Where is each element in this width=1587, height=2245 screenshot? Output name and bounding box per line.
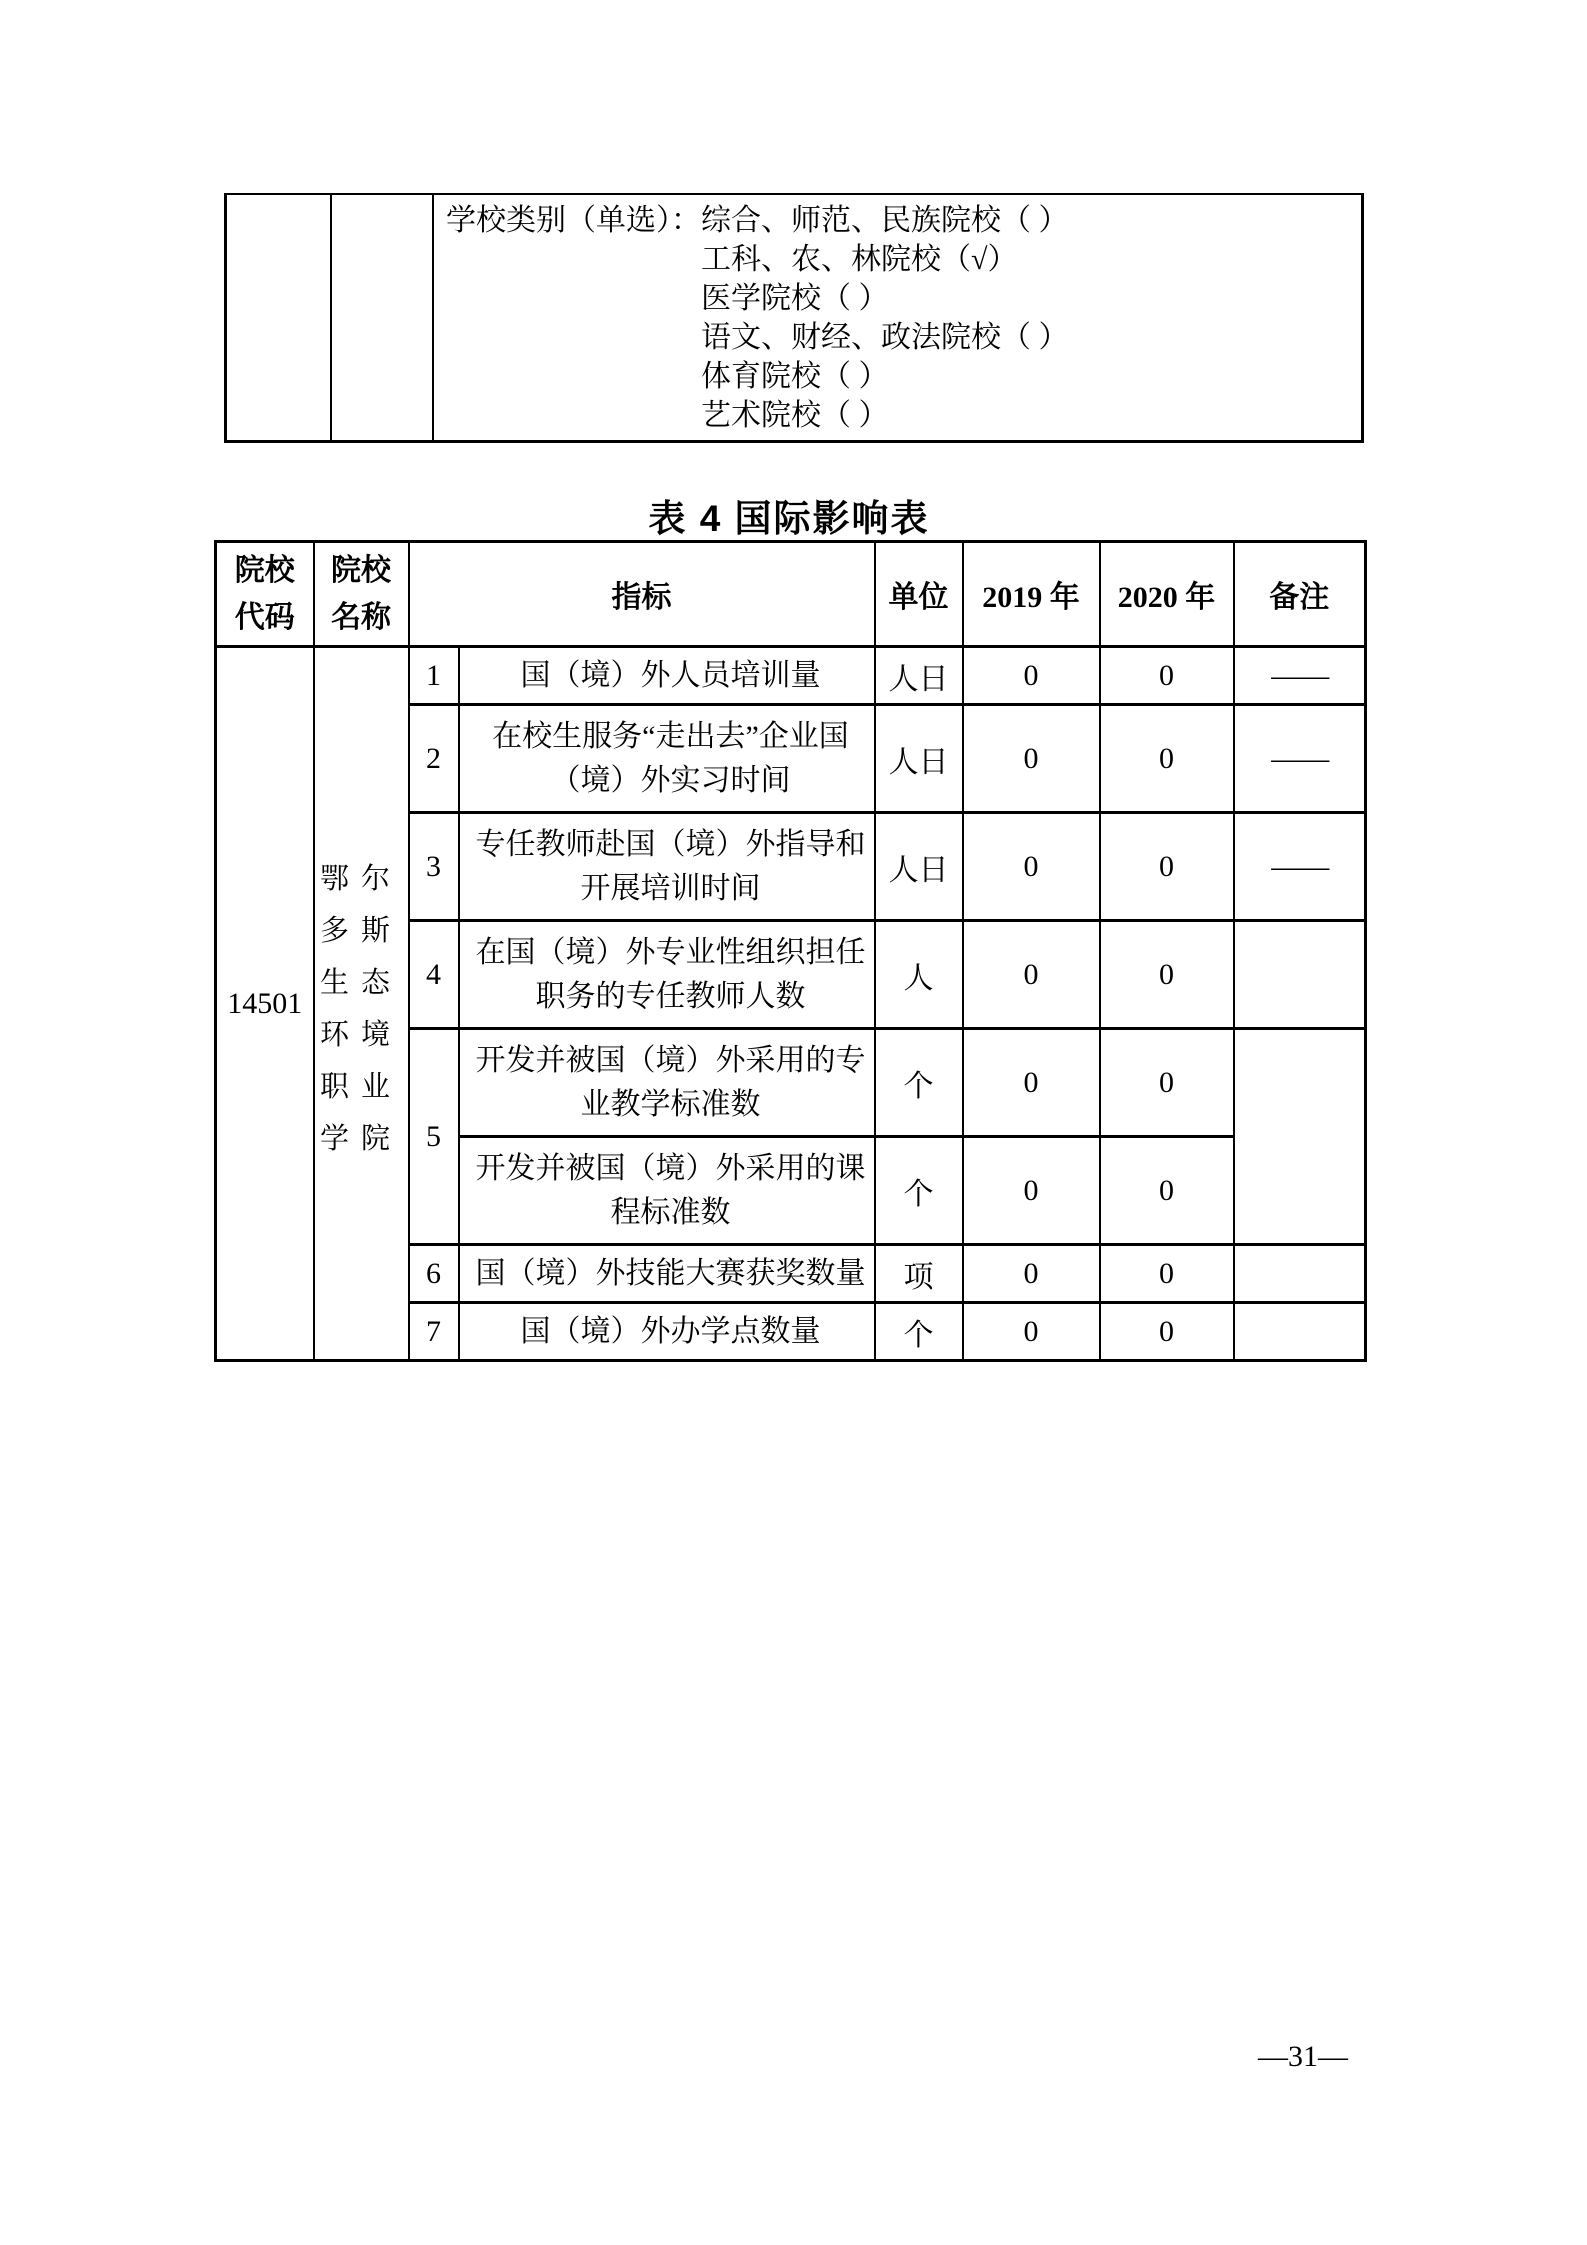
row-number: 2 — [409, 705, 459, 813]
table-4-title: 表 4 国际影响表 — [648, 498, 930, 539]
row-number: 1 — [409, 647, 459, 705]
international-impact-table-wrap — [214, 540, 1367, 1362]
category-option-language-finance-law: 语文、财经、政法院校（ ） — [701, 321, 1069, 354]
value-2020-cell: 0 — [1100, 1137, 1234, 1245]
note-cell: —— — [1234, 705, 1366, 813]
unit-cell: 个 — [875, 1303, 963, 1361]
unit-cell: 人日 — [875, 647, 963, 705]
value-2019-cell: 0 — [963, 1245, 1100, 1303]
note-cell — [1234, 1029, 1366, 1245]
row-number: 3 — [409, 813, 459, 921]
unit-cell: 个 — [875, 1029, 963, 1137]
indicator-cell: 专任教师赴国（境）外指导和开展培训时间 — [459, 813, 875, 921]
note-cell: —— — [1234, 813, 1366, 921]
category-option-engineering: 工科、农、林院校（√） — [701, 243, 1018, 276]
header-year-2019: 2019 年 — [963, 542, 1100, 647]
note-cell: —— — [1234, 647, 1366, 705]
header-note: 备注 — [1234, 542, 1366, 647]
school-category-cell — [434, 195, 1361, 440]
page-number: —31— — [1258, 2040, 1348, 2073]
unit-cell: 人日 — [875, 813, 963, 921]
top-table-empty-cell-1 — [227, 195, 332, 440]
table-row — [216, 647, 1366, 705]
value-2020-cell: 0 — [1100, 1245, 1234, 1303]
category-option-comprehensive: 综合、师范、民族院校（ ） — [701, 204, 1069, 237]
row-number: 7 — [409, 1303, 459, 1361]
value-2020-cell: 0 — [1100, 813, 1234, 921]
note-cell — [1234, 921, 1366, 1029]
header-college-name: 院校名称 — [314, 542, 409, 647]
header-year-2020: 2020 年 — [1100, 542, 1234, 647]
row-number: 4 — [409, 921, 459, 1029]
unit-cell: 人 — [875, 921, 963, 1029]
value-2019-cell: 0 — [963, 647, 1100, 705]
note-cell — [1234, 1303, 1366, 1361]
value-2019-cell: 0 — [963, 813, 1100, 921]
school-category-table — [224, 193, 1364, 443]
international-impact-table — [214, 540, 1367, 1362]
school-category-options — [701, 201, 1069, 435]
category-option-sports: 体育院校（ ） — [701, 360, 889, 393]
school-category-label: 学校类别（单选）： — [446, 204, 701, 237]
row-number: 6 — [409, 1245, 459, 1303]
value-2019-cell: 0 — [963, 705, 1100, 813]
indicator-cell: 开发并被国（境）外采用的课程标准数 — [459, 1137, 875, 1245]
header-unit: 单位 — [875, 542, 963, 647]
value-2019-cell: 0 — [963, 1029, 1100, 1137]
unit-cell: 人日 — [875, 705, 963, 813]
college-name-text: 鄂尔多斯生态环境职业学院 — [319, 862, 402, 1155]
value-2020-cell: 0 — [1100, 1029, 1234, 1137]
indicator-cell: 国（境）外技能大赛获奖数量 — [459, 1245, 875, 1303]
value-2019-cell: 0 — [963, 921, 1100, 1029]
value-2019-cell: 0 — [963, 1137, 1100, 1245]
college-name-cell — [314, 647, 409, 1361]
value-2020-cell: 0 — [1100, 921, 1234, 1029]
category-option-arts: 艺术院校（ ） — [701, 399, 889, 432]
note-cell — [1234, 1245, 1366, 1303]
header-indicator: 指标 — [409, 542, 875, 647]
value-2020-cell: 0 — [1100, 1303, 1234, 1361]
indicator-cell: 开发并被国（境）外采用的专业教学标准数 — [459, 1029, 875, 1137]
value-2020-cell: 0 — [1100, 705, 1234, 813]
header-college-code: 院校代码 — [216, 542, 314, 647]
indicator-cell: 国（境）外人员培训量 — [459, 647, 875, 705]
unit-cell: 项 — [875, 1245, 963, 1303]
indicator-cell: 在国（境）外专业性组织担任职务的专任教师人数 — [459, 921, 875, 1029]
indicator-cell: 在校生服务“走出去”企业国（境）外实习时间 — [459, 705, 875, 813]
value-2020-cell: 0 — [1100, 647, 1234, 705]
header-row — [216, 542, 1366, 647]
value-2019-cell: 0 — [963, 1303, 1100, 1361]
unit-cell: 个 — [875, 1137, 963, 1245]
college-code-cell: 14501 — [216, 647, 314, 1361]
row-number: 5 — [409, 1029, 459, 1245]
top-table-empty-cell-2 — [332, 195, 434, 440]
indicator-cell: 国（境）外办学点数量 — [459, 1303, 875, 1361]
category-option-medical: 医学院校（ ） — [701, 282, 889, 315]
